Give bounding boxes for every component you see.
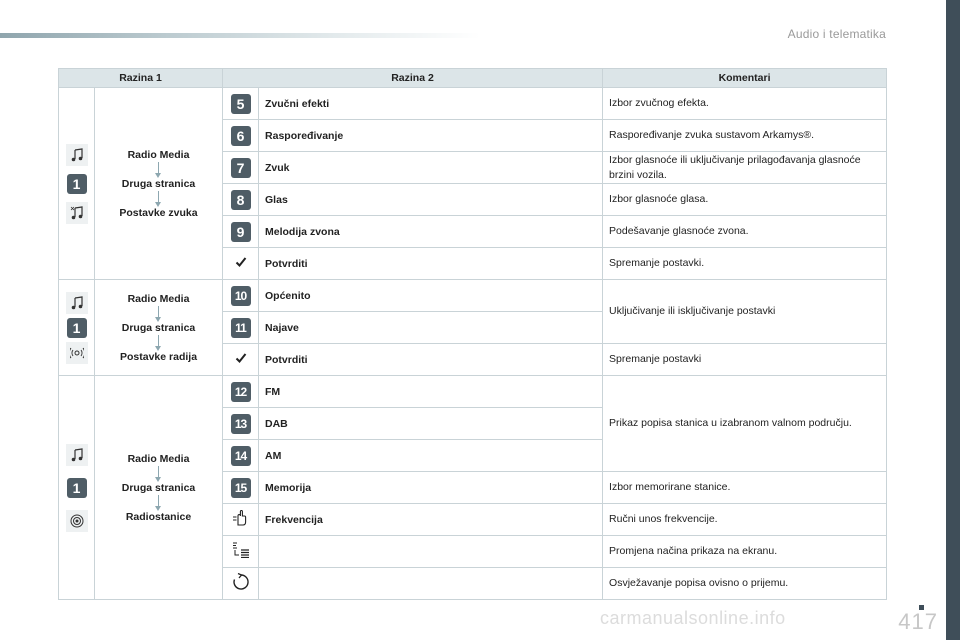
menu-step-radio-stations: Radiostanice — [125, 510, 192, 523]
menu-path — [95, 88, 223, 280]
key-cell — [223, 344, 259, 376]
key-cell — [223, 88, 259, 120]
comment-text: Osvježavanje popisa ovisno o prijemu. — [603, 568, 887, 600]
option-label: Općenito — [259, 280, 603, 312]
key-cell — [223, 184, 259, 216]
step-1-badge: 1 — [67, 174, 87, 194]
menu-step-second-page: Druga stranica — [121, 177, 196, 190]
comment-text: Podešavanje glasnoće zvona. — [603, 216, 887, 248]
radio-settings-icon — [66, 342, 88, 364]
comment-text: Izbor memorirane stanice. — [603, 472, 887, 504]
menu-path — [95, 376, 223, 600]
table-row — [59, 376, 887, 408]
music-note-icon — [66, 292, 88, 314]
option-label: Raspoređivanje — [259, 120, 603, 152]
menu-step-radio-settings: Postavke radija — [119, 350, 198, 363]
comment-text: Ručni unos frekvencije. — [603, 504, 887, 536]
option-label: DAB — [259, 408, 603, 440]
key-badge: 6 — [231, 126, 251, 146]
source-icons — [59, 376, 95, 600]
key-badge: 15 — [231, 478, 251, 498]
option-label: Potvrditi — [259, 248, 603, 280]
radio-icon — [66, 510, 88, 532]
key-cell — [223, 504, 259, 536]
header-level1: Razina 1 — [59, 69, 223, 88]
key-badge: 7 — [231, 158, 251, 178]
key-badge: 12 — [231, 382, 251, 402]
key-cell — [223, 120, 259, 152]
option-label — [259, 536, 603, 568]
table-row — [59, 88, 887, 120]
chapter-sidebar — [946, 0, 960, 640]
header-accent-bar — [0, 33, 480, 38]
menu-step-radio-media: Radio Media — [127, 148, 190, 161]
down-arrow-icon — [158, 466, 159, 480]
comment-text: Uključivanje ili isključivanje postavki — [603, 280, 887, 344]
settings-table — [58, 68, 887, 600]
comment-text: Izbor glasnoće glasa. — [603, 184, 887, 216]
down-arrow-icon — [158, 335, 159, 349]
check-icon — [235, 256, 247, 268]
key-cell — [223, 408, 259, 440]
option-label: Memorija — [259, 472, 603, 504]
comment-text: Izbor zvučnog efekta. — [603, 88, 887, 120]
header-comments: Komentari — [603, 69, 887, 88]
key-cell — [223, 312, 259, 344]
option-label: Zvučni efekti — [259, 88, 603, 120]
table-header-row — [59, 69, 887, 88]
refresh-icon — [232, 573, 250, 591]
page-number: 417 — [898, 609, 938, 634]
option-label — [259, 568, 603, 600]
key-cell — [223, 472, 259, 504]
key-cell — [223, 568, 259, 600]
key-badge: 11 — [231, 318, 251, 338]
menu-step-radio-media: Radio Media — [127, 292, 190, 305]
comment-text: Raspoređivanje zvuka sustavom Arkamys®. — [603, 120, 887, 152]
option-label: AM — [259, 440, 603, 472]
key-badge: 13 — [231, 414, 251, 434]
comment-text: Promjena načina prikaza na ekranu. — [603, 536, 887, 568]
option-label: Potvrditi — [259, 344, 603, 376]
list-display-icon — [232, 542, 250, 558]
down-arrow-icon — [158, 162, 159, 176]
menu-step-radio-media: Radio Media — [127, 452, 190, 465]
menu-step-sound-settings: Postavke zvuka — [119, 206, 198, 219]
check-icon — [235, 352, 247, 364]
comment-text: Izbor glasnoće ili uključivanje prilagođavanja glasnoće brzini vozila. — [603, 152, 887, 184]
key-cell — [223, 536, 259, 568]
key-badge: 8 — [231, 190, 251, 210]
key-badge: 5 — [231, 94, 251, 114]
music-note-icon — [66, 444, 88, 466]
comment-text: Spremanje postavki. — [603, 248, 887, 280]
header-level2: Razina 2 — [223, 69, 603, 88]
option-label: Zvuk — [259, 152, 603, 184]
key-cell — [223, 440, 259, 472]
hand-icon — [232, 510, 250, 526]
step-1-badge: 1 — [67, 318, 87, 338]
key-cell — [223, 280, 259, 312]
music-note-icon — [66, 144, 88, 166]
key-cell — [223, 376, 259, 408]
key-badge: 9 — [231, 222, 251, 242]
menu-step-second-page: Druga stranica — [121, 321, 196, 334]
source-icons — [59, 280, 95, 376]
down-arrow-icon — [158, 191, 159, 205]
key-badge: 10 — [231, 286, 251, 306]
key-badge: 14 — [231, 446, 251, 466]
menu-step-second-page: Druga stranica — [121, 481, 196, 494]
comment-text: Prikaz popisa stanica u izabranom valnom području. — [603, 376, 887, 472]
option-label: Melodija zvona — [259, 216, 603, 248]
option-label: Glas — [259, 184, 603, 216]
key-cell — [223, 152, 259, 184]
watermark: carmanualsonline.info — [600, 608, 786, 628]
source-icons — [59, 88, 95, 280]
down-arrow-icon — [158, 306, 159, 320]
step-1-badge: 1 — [67, 478, 87, 498]
down-arrow-icon — [158, 495, 159, 509]
option-label: FM — [259, 376, 603, 408]
table-row — [59, 280, 887, 312]
key-cell — [223, 216, 259, 248]
music-settings-icon — [66, 202, 88, 224]
option-label: Frekvencija — [259, 504, 603, 536]
section-title: Audio i telematika — [787, 27, 886, 41]
option-label: Najave — [259, 312, 603, 344]
comment-text: Spremanje postavki — [603, 344, 887, 376]
menu-path — [95, 280, 223, 376]
key-cell — [223, 248, 259, 280]
